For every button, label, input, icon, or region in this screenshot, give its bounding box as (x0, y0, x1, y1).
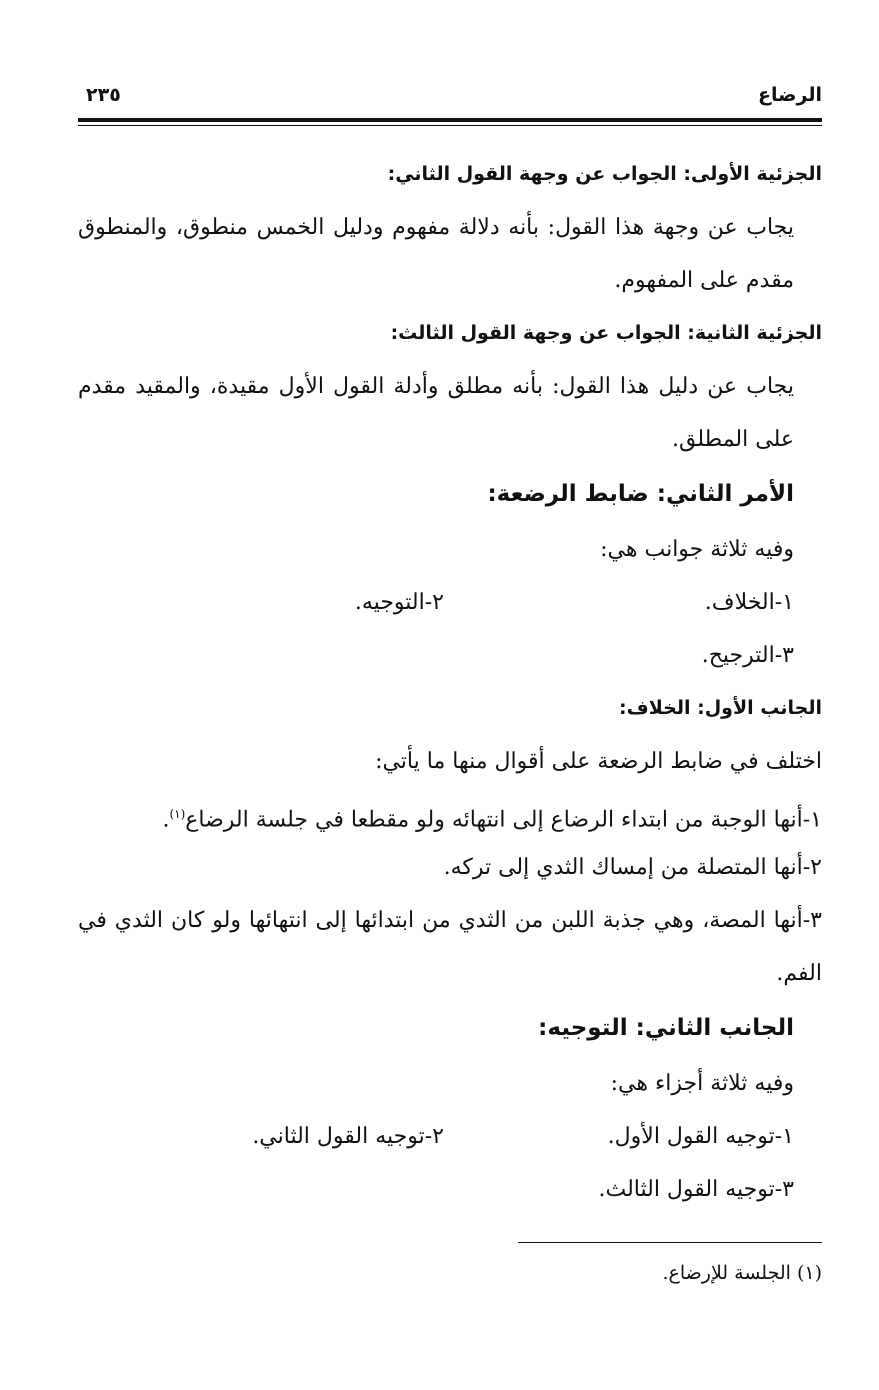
list-item: ٣-توجيه القول الثالث. (598, 1177, 794, 1202)
aspect1-heading: الجانب الأول: الخلاف: (619, 697, 822, 719)
aspect2-items-row (78, 1110, 822, 1163)
list-item: ٣-الترجيح. (701, 643, 794, 668)
part2-paragraph: يجاب عن دليل هذا القول: بأنه مطلق وأدلة القول الأول مقيدة، والمقيد مقدم على المطلق. (78, 374, 794, 452)
aspect1-item-2: ٢-أنها المتصلة من إمساك الثدي إلى تركه. (443, 855, 822, 880)
aspect2-heading: الجانب الثاني: التوجيه: (538, 1015, 794, 1041)
aspect1-item-1-end: . (162, 807, 170, 833)
list-item: ٢-التوجيه. (354, 590, 444, 615)
section2-intro: وفيه ثلاثة جوانب هي: (600, 537, 794, 562)
running-title: الرضاع (758, 84, 822, 106)
header-rule-thin (78, 125, 822, 126)
part2-heading: الجزئية الثانية: الجواب عن وجهة القول الثالث: (390, 322, 822, 344)
section2-heading: الأمر الثاني: ضابط الرضعة: (487, 481, 794, 507)
list-item: ١-توجيه القول الأول. (607, 1124, 794, 1149)
part1-paragraph: يجاب عن وجهة هذا القول: بأنه دلالة مفهوم ودليل الخمس منطوق، والمنطوق مقدم على المفهوم. (78, 215, 794, 293)
list-item: ٢-توجيه القول الثاني. (252, 1124, 444, 1149)
aspect1-intro: اختلف في ضابط الرضعة على أقوال منها ما يأتي: (375, 749, 822, 774)
header-rule-thick (78, 118, 822, 122)
footnote-ref[interactable]: (١) (169, 807, 186, 821)
aspect1-item-3: ٣-أنها المصة، وهي جذبة اللبن من الثدي من ابتدائها إلى انتهائها ولو كان الثدي في الفم. (78, 908, 822, 986)
part1-heading: الجزئية الأولى: الجواب عن وجهة القول الثاني: (387, 163, 822, 185)
aspect2-intro: وفيه ثلاثة أجزاء هي: (610, 1071, 794, 1096)
page-header (78, 84, 822, 114)
aspect1-item-1 (78, 788, 822, 841)
footnote: (١) الجلسة للإرضاع. (662, 1262, 822, 1284)
page-body (78, 148, 822, 1216)
aspect1-item-1-text: ١-أنها الوجبة من ابتداء الرضاع إلى انتهائه ولو مقطعا في جلسة الرضاع (185, 807, 822, 833)
section2-items-row (78, 576, 822, 629)
page-number: ٢٣٥ (86, 84, 121, 106)
footnote-separator (518, 1242, 822, 1243)
list-item: ١-الخلاف. (704, 590, 794, 615)
